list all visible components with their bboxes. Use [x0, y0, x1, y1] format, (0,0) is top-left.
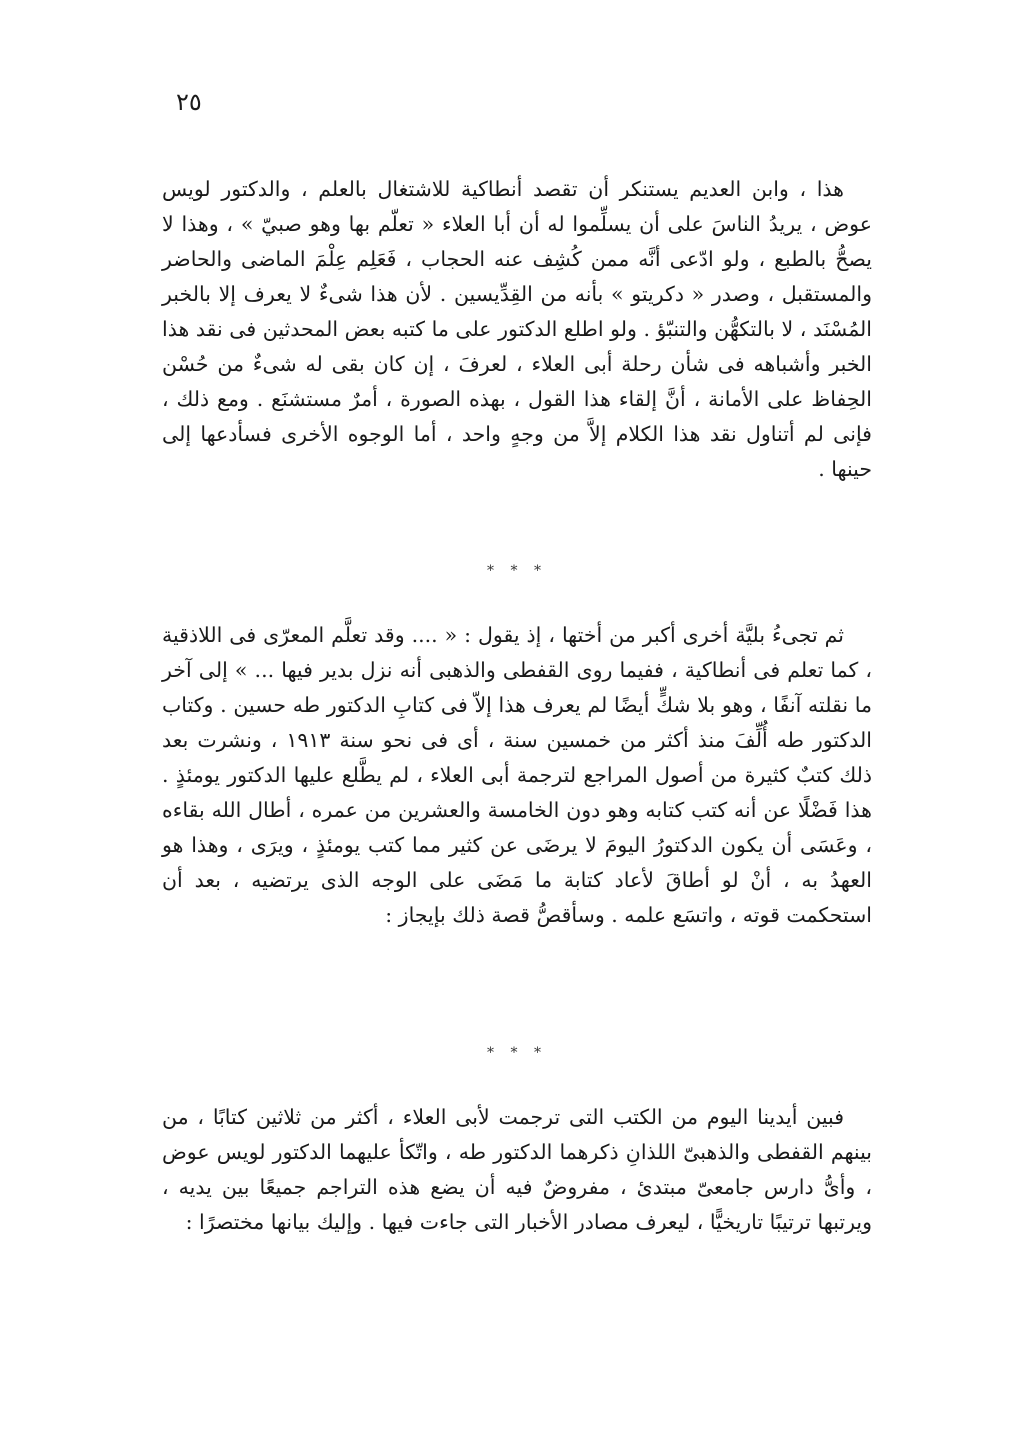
paragraph-2 — [162, 618, 872, 933]
paragraph-text: فبين أيدينا اليوم من الكتب التى ترجمت لأبى العلاء ، أكثر من ثلاثين كتابًا ، من بينهم القفطى والذهبىّ اللذانِ ذكرهما الدكتور طه ، واتّكأ عليهما الدكتور لويس عوض ، وأىُّ دارس جامعىّ مبتدئ ، مفروضٌ فيه أن يضع هذه التراجم جميعًا بين يديه ، ويرتبها ترتيبًا تاريخيًّا ، ليعرف مصادر الأخبار التى جاءت فيها . وإليك بيانها مختصرًا : — [162, 1105, 872, 1234]
section-separator: * * * — [487, 563, 547, 579]
section-separator: * * * — [487, 1045, 547, 1061]
page-number: ٢٥ — [176, 88, 202, 116]
paragraph-3 — [162, 1100, 872, 1240]
paragraph-text: ثم تجىءُ بليَّة أخرى أكبر من أختها ، إذ يقول : « .... وقد تعلَّم المعرّى فى اللاذقية ، كما تعلم فى أنطاكية ، ففيما روى القفطى والذهبى أنه نزل بدير فيها ... » إلى آخر ما نقلته آنفًا ، وهو بلا شكٍّ أيضًا لم يعرف هذا إلاّ فى كتابِ الدكتور طه حسين . وكتاب الدكتور طه أُلِّفَ منذ أكثر من خمسين سنة ، أى فى نحو سنة ١٩١٣ ، ونشرت بعد ذلك كتبٌ كثيرة من أصول المراجع لترجمة أبى العلاء ، لم يطَّلع عليها الدكتور يومئذٍ . هذا فَضْلًا عن أنه كتب كتابه وهو دون الخامسة والعشرين من عمره ، أطال الله بقاءه ، وعَسَى أن يكون الدكتورُ اليومَ لا يرضَى عن كثير مما كتب يومئذٍ ، ويرَى ، وهذا هو العهدُ به ، أنْ لو أطاقَ لأعاد كتابة ما مَضَى على الوجه الذى يرتضيه ، بعد أن استحكمت قوته ، واتسَع علمه . وسأقصُّ قصة ذلك بإيجاز : — [162, 623, 872, 927]
paragraph-1 — [162, 172, 872, 487]
paragraph-text: هذا ، وابن العديم يستنكر أن تقصد أنطاكية للاشتغال بالعلم ، والدكتور لويس عوض ، يريدُ الناسَ على أن يسلِّموا له أن أبا العلاء « تعلّم بها وهو صبيّ » ، وهذا لا يصحُّ بالطبع ، ولو ادّعى أنَّه ممن كُشِف عنه الحجاب ، فَعَلِم عِلْمَ الماضى والحاضر والمستقبل ، وصدر « دكريتو » بأنه من القِدِّيسين . لأن هذا شىءٌ لا يعرف إلا بالخبر المُسْنَد ، لا بالتكهُّن والتنبّؤ . ولو اطلع الدكتور على ما كتبه بعض المحدثين فى نقد هذا الخبر وأشباهه فى شأن رحلة أبى العلاء ، لعرفَ ، إن كان بقى له شىءٌ من حُسْن الحِفاظ على الأمانة ، أنَّ إلقاء هذا القول ، بهذه الصورة ، أمرٌ مستشنَع . ومع ذلك ، فإنى لم أتناول نقد هذا الكلام إلاَّ من وجهٍ واحد ، أما الوجوه الأخرى فسأدعها إلى حينها . — [162, 177, 872, 481]
